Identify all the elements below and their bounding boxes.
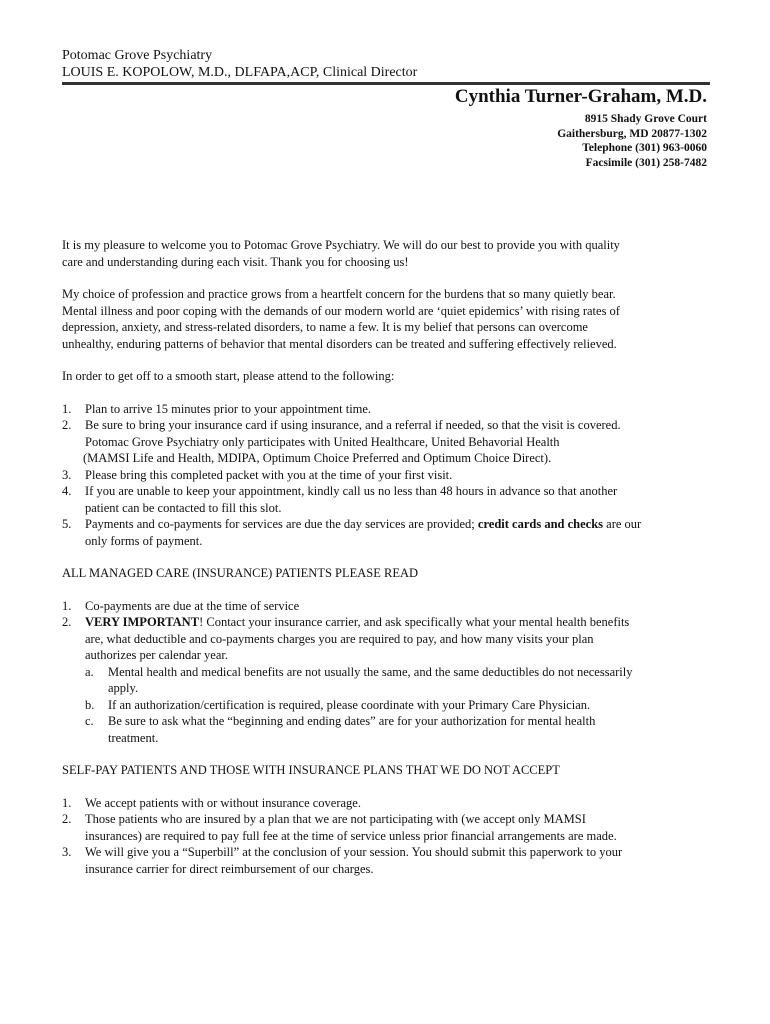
item-text: Be sure to ask what the “beginning and ending dates” are for your authorization for mental health (108, 714, 596, 728)
doctor-contact-block (455, 86, 707, 170)
item-letter: a. (85, 664, 94, 679)
list-item (62, 401, 712, 418)
text-line: depression, anxiety, and stress-related disorders, to name a few. It is my belief that persons can overcome (62, 320, 588, 334)
item-text: We will give you a “Superbill” at the conclusion of your session. You should submit this paperwork to your (85, 845, 623, 859)
philosophy-paragraph (62, 286, 712, 352)
sub-list-item (85, 697, 712, 714)
text-line: My choice of profession and practice grows from a heartfelt concern for the burdens that so many quietly bear. (62, 287, 616, 301)
text-line: It is my pleasure to welcome you to Potomac Grove Psychiatry. We will do our best to provide you with quality (62, 238, 620, 252)
item-number: 1. (62, 598, 72, 613)
item-text: If you are unable to keep your appointment, kindly call us no less than 48 hours in advance so that another (85, 484, 618, 498)
item-text: We accept patients with or without insurance coverage. (85, 795, 361, 810)
sub-list-item (85, 713, 712, 746)
item-letter: c. (85, 714, 94, 728)
header-rule (62, 82, 710, 85)
item-text: insurance carrier for direct reimbursement of our charges. (85, 861, 374, 876)
facsimile: Facsimile (301) 258-7482 (585, 156, 707, 169)
item-number: 3. (62, 845, 72, 859)
item-text: Those patients who are insured by a plan that we are not participating with (we accept only MAMSI (85, 812, 586, 826)
list-item (62, 516, 712, 549)
item-text: only forms of payment. (85, 533, 203, 548)
item-number: 1. (62, 795, 72, 810)
item-number: 5. (62, 517, 72, 531)
doctor-name: Cynthia Turner-Graham, M.D. (454, 86, 707, 107)
text-line: care and understanding during each visit. Thank you for choosing us! (62, 254, 409, 269)
list-item (62, 417, 712, 467)
start-list (62, 401, 712, 550)
letter-body (62, 237, 712, 893)
item-letter: b. (85, 697, 95, 712)
text-line: Mental illness and poor coping with the demands of our modern world are ‘quiet epidemics’ with rising rates of (62, 303, 620, 318)
item-number: 2. (62, 418, 72, 432)
list-item (62, 844, 712, 877)
item-text: authorizes per calendar year. (85, 648, 228, 662)
list-item (62, 614, 712, 746)
item-text: insurances) are required to pay full fee at the time of service unless prior financial arrangements are made. (85, 828, 617, 843)
item-text: (MAMSI Life and Health, MDIPA, Optimum Choice Preferred and Optimum Choice Direct). (83, 451, 552, 465)
list-item (62, 795, 712, 812)
item-text: If an authorization/certification is required, please coordinate with your Primary Care Physician. (108, 697, 591, 712)
managed-care-list (62, 598, 712, 747)
item-text: Mental health and medical benefits are not usually the same, and the same deductibles do not necessarily (108, 664, 633, 679)
intro-instruction: In order to get off to a smooth start, please attend to the following: (62, 369, 395, 383)
address-street: 8915 Shady Grove Court (584, 113, 707, 125)
practice-name: Potomac Grove Psychiatry (62, 48, 213, 63)
welcome-paragraph (62, 237, 712, 270)
managed-care-heading: ALL MANAGED CARE (INSURANCE) PATIENTS PLEASE READ (62, 566, 419, 580)
list-item (62, 598, 712, 615)
self-pay-list (62, 795, 712, 878)
item-text: Co-payments are due at the time of service (85, 598, 300, 613)
practice-header (62, 47, 417, 81)
item-number: 2. (62, 615, 72, 629)
item-number: 4. (62, 484, 72, 498)
text-line: unhealthy, enduring patterns of behavior that mental disorders can be treated and suffering effectively relieved. (62, 336, 617, 351)
sub-list (85, 664, 712, 747)
list-item (62, 467, 712, 484)
item-text: apply. (108, 681, 139, 695)
item-text: are, what deductible and co-payments charges you are required to pay, and how many visits your plan (85, 631, 594, 646)
emphasis-text: VERY IMPORTANT (85, 615, 200, 629)
item-text: are our (603, 517, 642, 531)
address-city: Gaithersburg, MD 20877-1302 (557, 127, 707, 140)
item-number: 1. (62, 401, 72, 416)
telephone: Telephone (301) 963-0060 (582, 142, 707, 154)
item-text: patient can be contacted to fill this slot. (85, 500, 282, 515)
item-text: Payments and co-payments for services are due the day services are provided; (85, 517, 478, 531)
list-item (62, 811, 712, 844)
list-item (62, 483, 712, 516)
emphasis-text: credit cards and checks (477, 517, 604, 531)
item-text: Please bring this completed packet with you at the time of your first visit. (85, 467, 453, 482)
sub-list-item (85, 664, 712, 697)
item-number: 3. (62, 467, 72, 482)
item-text: Plan to arrive 15 minutes prior to your appointment time. (85, 401, 372, 416)
item-text: ! Contact your insurance carrier, and ask specifically what your mental health benefits (199, 615, 630, 629)
self-pay-heading: SELF-PAY PATIENTS AND THOSE WITH INSURANCE PLANS THAT WE DO NOT ACCEPT (62, 763, 560, 777)
item-text: Be sure to bring your insurance card if using insurance, and a referral if needed, so that the visit is covered. (85, 418, 621, 432)
item-text: treatment. (108, 730, 159, 745)
item-number: 2. (62, 812, 72, 826)
item-text: Potomac Grove Psychiatry only participates with United Healthcare, United Behavorial Health (85, 434, 560, 449)
director-line: LOUIS E. KOPOLOW, M.D., DLFAPA,ACP, Clinical Director (62, 65, 418, 80)
